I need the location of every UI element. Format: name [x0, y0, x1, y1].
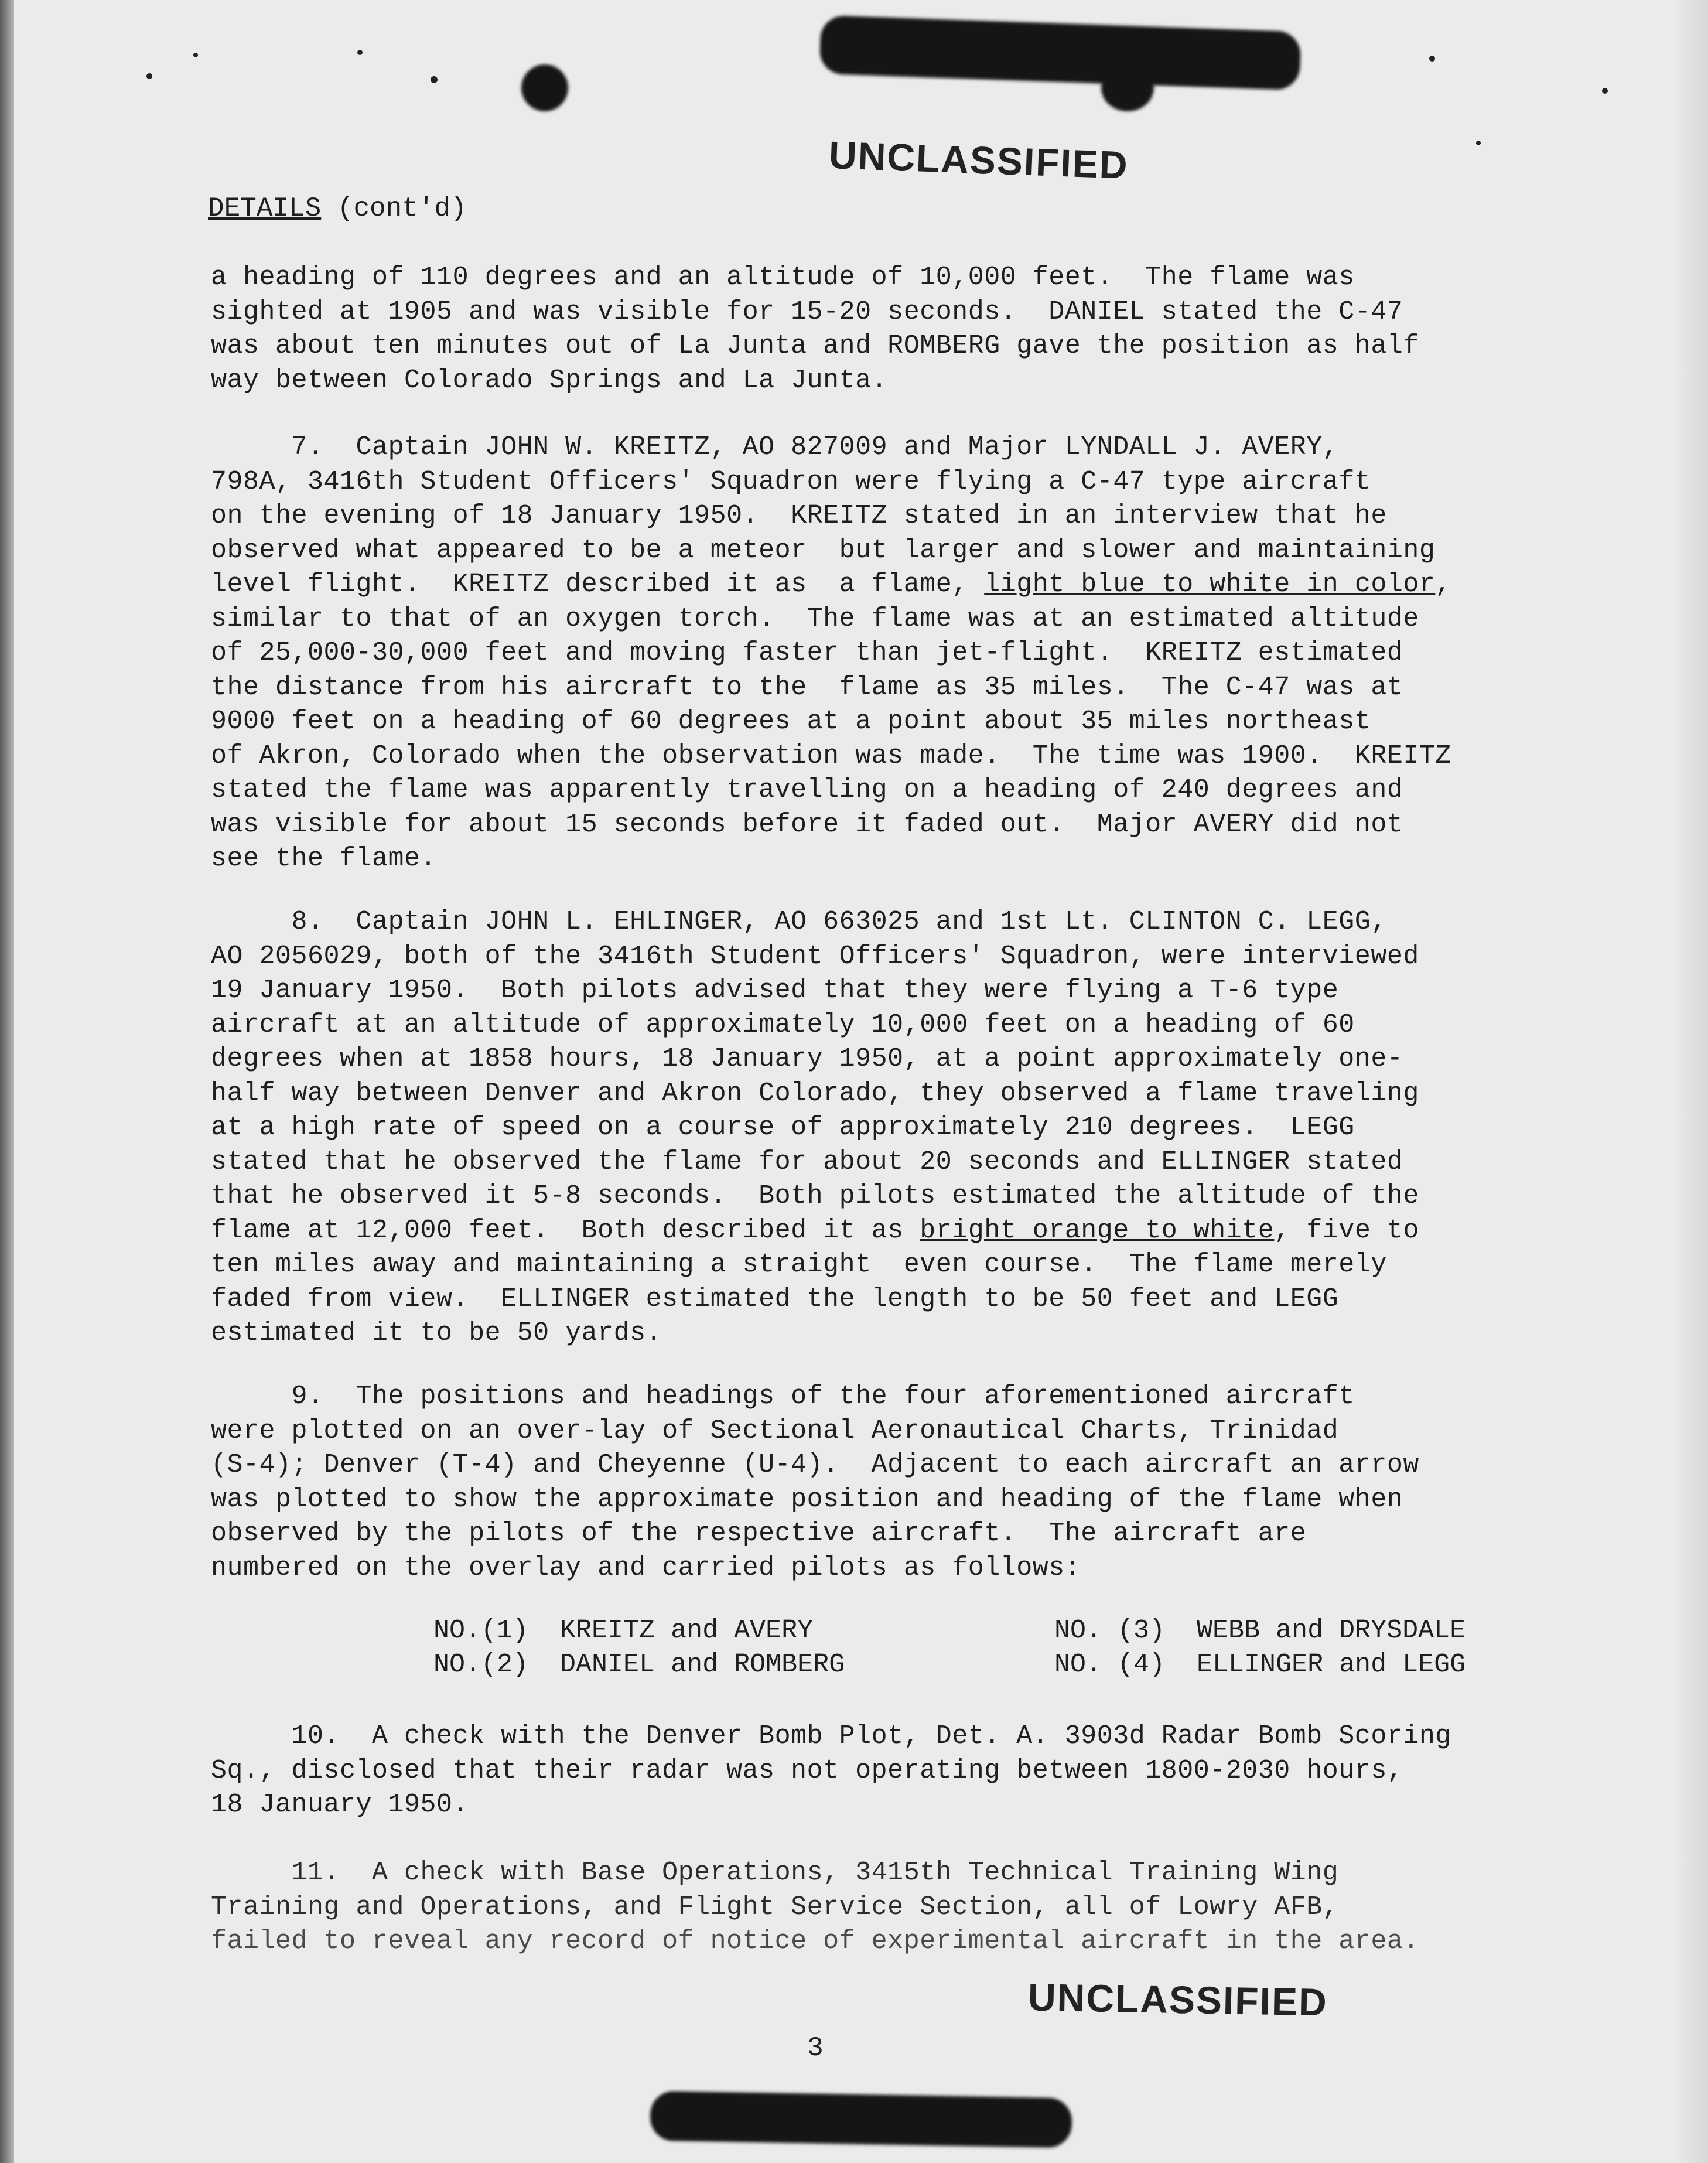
text-line: 8. Captain JOHN L. EHLINGER, AO 663025 and 1st Lt. CLINTON C. LEGG,: [211, 907, 1387, 937]
text-line: 9000 feet on a heading of 60 degrees at a point about 35 miles northeast: [211, 707, 1371, 736]
paragraph-11: [211, 1856, 1576, 1959]
scan-speck: [1602, 88, 1608, 94]
text-line: 18 January 1950.: [211, 1790, 469, 1820]
scan-speck: [357, 50, 363, 55]
text-line: Sq., disclosed that their radar was not operating between 1800-2030 hours,: [211, 1755, 1403, 1786]
text-line: [211, 568, 1576, 602]
paragraph-7: [211, 431, 1576, 876]
classification-stamp-bottom: UNCLASSIFIED: [1027, 1975, 1328, 2024]
text-line: 10. A check with the Denver Bomb Plot, Det. A. 3903d Radar Bomb Scoring: [211, 1721, 1451, 1751]
text-line: was plotted to show the approximate position and heading of the flame when: [211, 1484, 1403, 1514]
text-line: half way between Denver and Akron Colorado, they observed a flame traveling: [211, 1078, 1419, 1108]
scan-speck: [193, 53, 198, 57]
roster-entry: NO.(2) DANIEL and ROMBERG: [433, 1650, 845, 1680]
text-line: 798A, 3416th Student Officers' Squadron were flying a C-47 type aircraft: [211, 466, 1371, 497]
text-line: a heading of 110 degrees and an altitude of 10,000 feet. The flame was: [211, 262, 1355, 292]
section-heading: [208, 193, 467, 224]
redaction-top: [819, 15, 1302, 91]
text-line: similar to that of an oxygen torch. The flame was at an estimated altitude: [211, 603, 1419, 634]
scan-right-edge: [1673, 0, 1708, 2163]
text-line: sighted at 1905 and was visible for 15-20 seconds. DANIEL stated the C-47: [211, 296, 1403, 327]
redaction-bottom: [650, 2091, 1072, 2148]
text-segment: ,: [1435, 569, 1451, 599]
text-line: failed to reveal any record of notice of experimental aircraft in the area.: [211, 1926, 1419, 1956]
text-line: was about ten minutes out of La Junta and ROMBERG gave the position as half: [211, 331, 1419, 361]
text-line: stated that he observed the flame for about 20 seconds and ELLINGER stated: [211, 1147, 1403, 1177]
underlined-text: light blue to white in color: [984, 569, 1436, 599]
paragraph-continued: [211, 261, 1576, 398]
text-line: 9. The positions and headings of the four aforementioned aircraft: [211, 1381, 1355, 1411]
text-line: (S-4); Denver (T-4) and Cheyenne (U-4). Adjacent to each aircraft an arrow: [211, 1450, 1419, 1480]
heading-contd: (cont'd): [321, 193, 467, 224]
roster-entry: NO. (3) WEBB and DRYSDALE: [1054, 1616, 1466, 1646]
text-line: way between Colorado Springs and La Junta.: [211, 365, 888, 395]
paragraph-8: [211, 905, 1576, 1351]
text-line: Training and Operations, and Flight Service Section, all of Lowry AFB,: [211, 1892, 1339, 1922]
text-line: degrees when at 1858 hours, 18 January 1950, at a point approximately one-: [211, 1044, 1403, 1074]
page-number: 3: [807, 2033, 824, 2063]
text-line: 11. A check with Base Operations, 3415th Technical Training Wing: [211, 1858, 1339, 1888]
aircraft-roster-right: [1054, 1614, 1466, 1682]
text-line: the distance from his aircraft to the flame as 35 miles. The C-47 was at: [211, 672, 1403, 702]
redaction-hole-punch: [521, 64, 568, 111]
scan-speck: [431, 76, 438, 83]
text-segment: , five to: [1274, 1215, 1419, 1246]
text-line: observed by the pilots of the respective aircraft. The aircraft are: [211, 1519, 1307, 1548]
redaction-top-blot: [1101, 64, 1154, 111]
text-line: of 25,000-30,000 feet and moving faster than jet-flight. KREITZ estimated: [211, 638, 1403, 668]
text-line: ten miles away and maintaining a straight even course. The flame merely: [211, 1250, 1387, 1280]
text-line: 19 January 1950. Both pilots advised that they were flying a T-6 type: [211, 975, 1339, 1005]
text-line: stated the flame was apparently travelling on a heading of 240 degrees and: [211, 775, 1403, 805]
aircraft-roster-left: [433, 1614, 845, 1682]
text-line: that he observed it 5-8 seconds. Both pilots estimated the altitude of the: [211, 1181, 1419, 1211]
text-line: at a high rate of speed on a course of approximately 210 degrees. LEGG: [211, 1113, 1355, 1142]
text-line: numbered on the overlay and carried pilots as follows:: [211, 1553, 1081, 1583]
text-line: [211, 1214, 1576, 1248]
paragraph-10: [211, 1720, 1576, 1823]
classification-stamp-top: UNCLASSIFIED: [828, 133, 1129, 187]
text-segment: level flight. KREITZ described it as a flame,: [211, 569, 985, 599]
text-line: faded from view. ELLINGER estimated the length to be 50 feet and LEGG: [211, 1284, 1339, 1314]
underlined-text: bright orange to white: [920, 1215, 1275, 1246]
scan-left-edge: [0, 0, 14, 2163]
text-line: AO 2056029, both of the 3416th Student Officers' Squadron, were interviewed: [211, 941, 1419, 971]
text-line: on the evening of 18 January 1950. KREITZ stated in an interview that he: [211, 501, 1387, 531]
text-line: was visible for about 15 seconds before it faded out. Major AVERY did not: [211, 809, 1403, 840]
scan-speck: [146, 73, 152, 79]
roster-entry: NO.(1) KREITZ and AVERY: [433, 1616, 814, 1646]
text-line: estimated it to be 50 yards.: [211, 1318, 662, 1348]
heading-details: DETAILS: [208, 193, 322, 224]
text-line: aircraft at an altitude of approximately 10,000 feet on a heading of 60: [211, 1009, 1355, 1040]
scan-speck: [1476, 141, 1481, 145]
text-segment: flame at 12,000 feet. Both described it as: [211, 1215, 920, 1246]
text-line: see the flame.: [211, 844, 437, 874]
text-line: were plotted on an over-lay of Sectional Aeronautical Charts, Trinidad: [211, 1415, 1339, 1446]
text-line: of Akron, Colorado when the observation was made. The time was 1900. KREITZ: [211, 741, 1451, 771]
paragraph-9: [211, 1380, 1576, 1585]
scan-speck: [1429, 56, 1435, 62]
roster-entry: NO. (4) ELLINGER and LEGG: [1054, 1650, 1466, 1680]
text-line: observed what appeared to be a meteor but larger and slower and maintaining: [211, 535, 1436, 565]
text-line: 7. Captain JOHN W. KREITZ, AO 827009 and Major LYNDALL J. AVERY,: [211, 432, 1339, 462]
